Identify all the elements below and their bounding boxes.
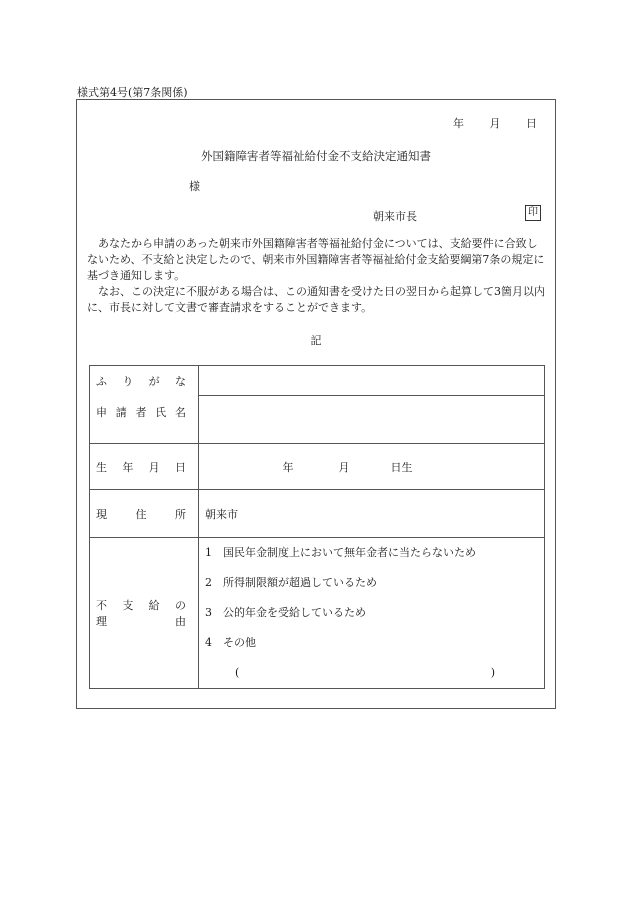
reason-item-3[interactable]: 3 公的年金を受給しているため [205, 606, 366, 619]
other-reason-field[interactable] [205, 658, 495, 688]
date-year: 年 [453, 117, 464, 130]
body-paragraph-1: あなたから申請のあった朝来市外国籍障害者等福祉給付金については、支給要件に合致しないため、不支給と決定したので、朝来市外国籍障害者等福祉給付金支給要綱第7条の規定に基づき通知します。 [87, 237, 545, 282]
reason-item-1[interactable]: 1 国民年金制度上において無年金者に当たらないため [205, 546, 476, 559]
note-mark: 記 [310, 334, 322, 347]
body-paragraph-2: なお、この決定に不服がある場合は、この通知書を受けた日の翌日から起算して3箇月以内に、市長に対して文書で審査請求をすることができます。 [87, 285, 545, 314]
date-line [431, 115, 537, 131]
date-month: 月 [489, 117, 501, 130]
birth-month: 月 [338, 460, 350, 474]
reason-item-2[interactable]: 2 所得制限額が超過しているため [205, 576, 377, 589]
reason-row [90, 538, 545, 689]
details-table [89, 365, 545, 689]
reason-label: 不 支 給 の 理 由 [90, 538, 199, 689]
addressee-suffix: 様 [189, 180, 200, 193]
other-close-paren: ) [490, 666, 495, 679]
furigana-row [90, 366, 545, 396]
reason-list [199, 538, 545, 689]
address-field[interactable]: 朝来市 [199, 490, 545, 538]
birthdate-row [90, 444, 545, 490]
address-label: 現 住 所 [90, 490, 199, 538]
applicant-name-row [90, 396, 545, 444]
applicant-name-label: 申 請 者 氏 名 [90, 396, 199, 444]
birthdate-label: 生 年 月 日 [90, 444, 199, 490]
applicant-name-field[interactable] [199, 396, 545, 444]
reason-item-4[interactable]: 4 その他 [205, 636, 256, 649]
document-title: 外国籍障害者等福祉給付金不支給決定通知書 [201, 149, 431, 163]
birth-year: 年 [282, 460, 294, 474]
notice-frame [76, 99, 556, 709]
seal-mark: 印 [525, 205, 541, 221]
address-row [90, 490, 545, 538]
form-number-label: 様式第4号(第7条関係) [77, 86, 188, 99]
birthdate-field[interactable] [199, 444, 545, 490]
other-open-paren: ( [235, 666, 240, 679]
notice-body [87, 236, 545, 316]
issuer-name: 朝来市長 [373, 210, 417, 223]
furigana-label: ふ り が な [90, 366, 199, 396]
birth-day: 日生 [390, 460, 413, 474]
furigana-field[interactable] [199, 366, 545, 396]
date-day: 日 [526, 117, 537, 130]
